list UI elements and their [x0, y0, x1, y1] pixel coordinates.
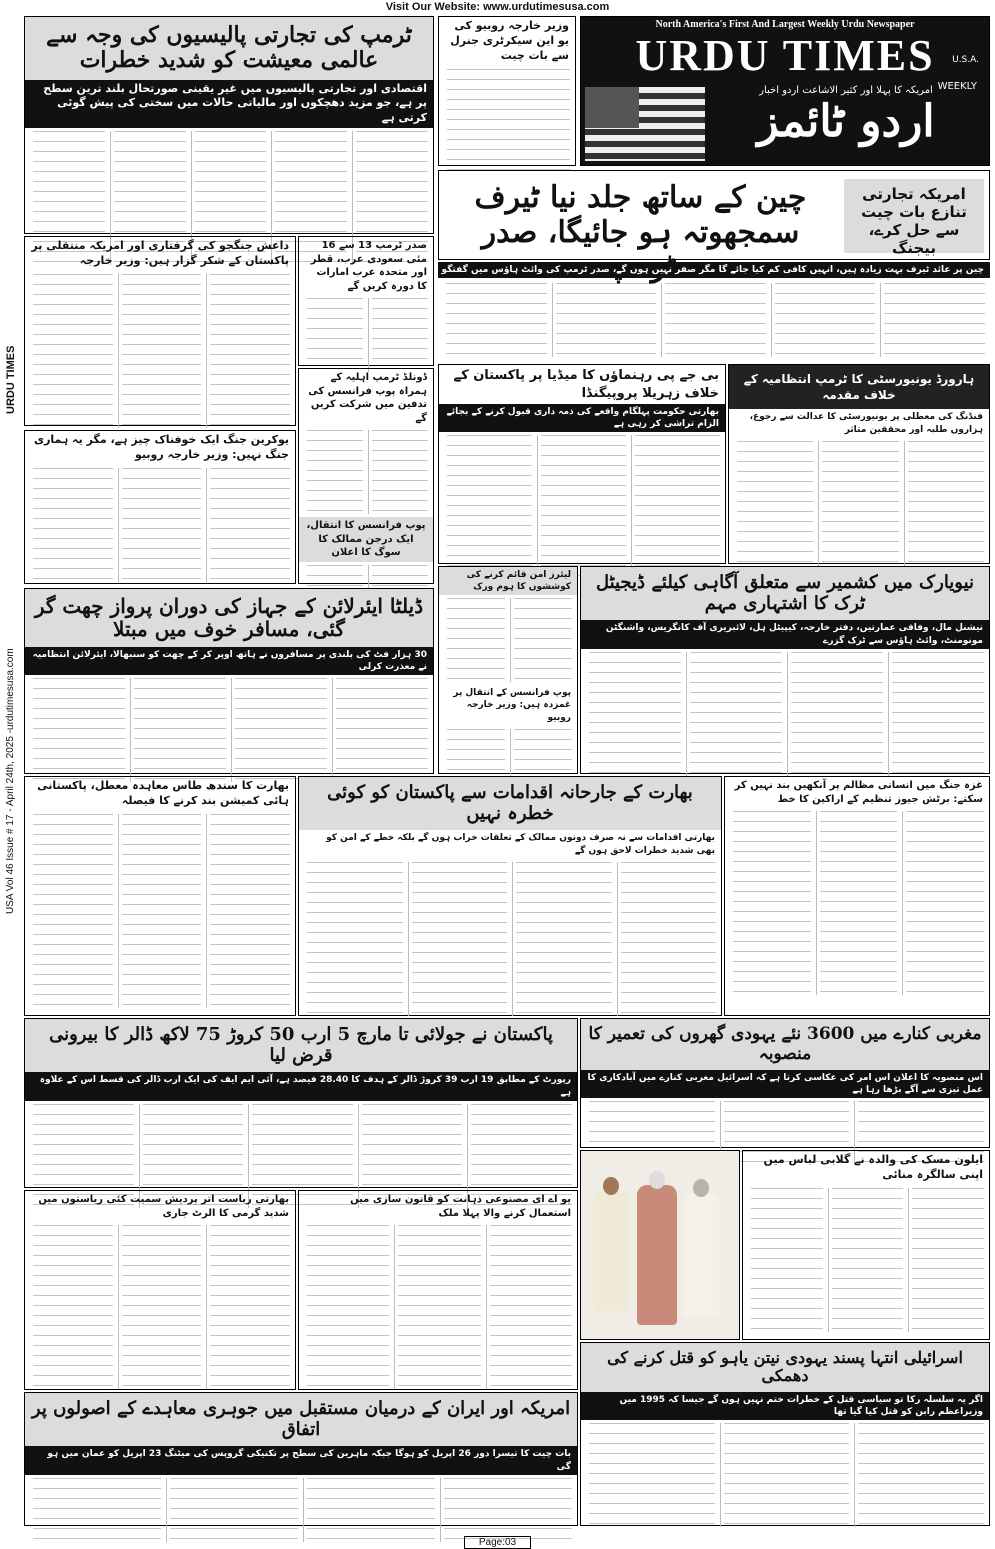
article-subheadline: فنڈنگ کی معطلی پر یونیورسٹی کا عدالت سے رجوع، ہزاروں طلبہ اور محققین متاثر: [749, 412, 983, 435]
person-figure: [683, 1193, 719, 1317]
masthead-title-ur: اردو ٹائمز: [757, 96, 935, 147]
article-trump-saudi: [298, 236, 434, 366]
article-daesh: [24, 236, 296, 426]
article-headline: ٹرمپ کی تجارتی پالیسیوں کی وجہ سے عالمی معیشت کو شدید خطرات: [25, 17, 433, 80]
article-musk: [742, 1150, 990, 1340]
us-flag-icon: [585, 87, 705, 161]
article-gaza: [724, 776, 990, 1016]
article-subheadline: بھارتی اقدامات سے نہ صرف دونوں ممالک کے تعلقات خراب ہوں گے بلکہ خطے کے امن کو بھی شدید خطرات لاحق ہوں گے: [326, 833, 715, 856]
article-headline: امریکہ اور ایران کے درمیان مستقبل میں جوہری معاہدے کے اصولوں پر اتفاق: [25, 1393, 577, 1446]
main-side-headline: امریکہ تجارتی تنازع بات چیت سے حل کرے، بیجنگ: [844, 179, 984, 253]
issue-sidebar: [0, 14, 20, 1534]
masthead: [580, 16, 990, 166]
article-ireland: [438, 566, 578, 774]
article-headline: صدر ٹرمپ 13 سے 16 مئی سعودی عرب، قطر اور متحدہ عرب امارات کا دورہ کریں گے: [310, 240, 427, 292]
article-trump-trade-policy: [24, 16, 434, 234]
article-headline: داعش جنگجو کی گرفتاری اور امریکہ منتقلی پر پاکستان کے شکر گزار ہیں: وزیر خارجہ: [31, 239, 289, 267]
article-india-aggression: [298, 776, 722, 1016]
article-headline: یوکرین جنگ ایک خوفناک چیز ہے، مگر یہ ہماری جنگ نہیں: وزیر خارجہ روبیو: [33, 433, 289, 461]
photo-musk-mother: [580, 1150, 740, 1340]
person-figure: [637, 1185, 677, 1325]
pope-final-headline: پوپ فرانسس کے انتقال پر غمزدہ ہیں: وزیر خارجہ روبیو: [453, 688, 571, 723]
article-headline: بھارت کا سندھ طاس معاہدہ معطل، پاکستانی ہائی کمیشن بند کرنے کا فیصلہ: [37, 779, 289, 807]
article-headline: وزیر خارجہ روبیو کی یو این سیکرٹری جنرل سے بات چیت: [450, 19, 569, 62]
article-us-iran: [24, 1392, 578, 1526]
masthead-weekly: WEEKLY: [937, 81, 977, 92]
pope-death-headline: پوپ فرانسس کا انتقال، ایک درجن ممالک کا سوگ کا اعلان: [299, 517, 433, 562]
article-heatwave: [24, 1190, 296, 1390]
main-subheadline: چین پر عائد ٹیرف بہت زیادہ ہیں، انہیں کافی کم کیا جائے گا مگر صفر نہیں ہوں گے، صدر ٹرمپ کی وائٹ ہاؤس میں گفتگو: [438, 262, 990, 278]
person-figure: [593, 1191, 629, 1311]
article-indus-treaty: [24, 776, 296, 1016]
masthead-usa: U.S.A.: [952, 55, 979, 65]
article-bjp-propaganda: [438, 364, 726, 564]
article-headline: غزہ جنگ میں انسانی مظالم پر آنکھیں بند نہیں کر سکتے: برٹش جیوز تنظیم کے اراکین کا خط: [734, 780, 983, 805]
article-headline: بھارتی ریاست اتر پردیش سمیت کئی ریاستوں میں شدید گرمی کا الرٹ جاری: [38, 1194, 289, 1219]
article-subheadline: نیشنل مال، وفاقی عمارتیں، دفتر خارجہ، کیپیٹل ہل، لائبریری آف کانگریس، واشنگٹن مونومنٹ، وائٹ ہاؤس سے ٹرک گزرے: [581, 620, 989, 648]
article-harvard: [728, 364, 990, 564]
sidebar-title: URDU TIMES: [5, 345, 17, 414]
page-footer: [0, 1530, 995, 1547]
article-headline: ایلون مسک کی والدہ نے گلابی لباس میں اپنی سالگرہ منائی: [763, 1153, 983, 1181]
masthead-subtitle: North America's First And Largest Weekly Urdu Newspaper: [655, 19, 915, 30]
article-headline: ہارورڈ یونیورسٹی کا ٹرمپ انتظامیہ کے خلاف مقدمہ: [729, 365, 989, 409]
article-headline: بی جے پی رہنماؤں کا میڈیا پر پاکستان کے خلاف زہریلا پروپیگنڈا: [453, 368, 719, 401]
article-netanyahu: [580, 1342, 990, 1526]
article-headline: مغربی کنارے میں 3600 نئے یہودی گھروں کی تعمیر کا منصوبہ: [581, 1019, 989, 1070]
website-banner: Visit Our Website: www.urdutimesusa.com: [385, 1, 610, 13]
masthead-tagline: امریکہ کا پہلا اور کثیر الاشاعت اردو اخبار: [759, 85, 933, 96]
masthead-title-en: URDU TIMES: [635, 31, 935, 80]
article-china-tariff: [438, 170, 990, 260]
article-headline: اسرائیلی انتہا پسند یہودی نیتن یاہو کو قتل کرنے کی دھمکی: [581, 1343, 989, 1392]
article-subheadline: بات چیت کا تیسرا دور 26 اپریل کو ہوگا جبکہ ماہرین کی سطح پر تکنیکی گروپس کی میٹنگ 23 اپریل کو عمان میں ہو گی: [25, 1446, 577, 1474]
article-pakistan-loan: [24, 1018, 578, 1188]
article-delta: [24, 588, 434, 774]
article-subheadline: اس منصوبہ کا اعلان اس امر کی عکاسی کرتا ہے کہ اسرائیل مغربی کنارے میں آبادکاری کا عمل تیزی سے آگے بڑھا رہا ہے: [581, 1070, 989, 1098]
article-headline: بھارت کے جارحانہ اقدامات سے پاکستان کو کوئی خطرہ نہیں: [299, 777, 721, 830]
article-subheadline: اگر یہ سلسلہ رکا تو سیاسی قتل کے خطرات ختم نہیں ہوں گے جیسا کہ 1995 میں وزیراعظم رابن کو قتل کیا گیا تھا: [581, 1392, 989, 1420]
article-rubio-un: [438, 16, 576, 166]
article-subheadline: رپورٹ کے مطابق 19 ارب 39 کروڑ ڈالر کے ہدف کا 28.40 فیصد ہے، آئی ایم ایف کی ایک ارب ڈالر کی قسط اس کے علاوہ ہے: [25, 1072, 577, 1100]
article-headline: پاکستان نے جولائی تا مارچ 5 ارب 50 کروڑ 75 لاکھ ڈالر کا بیرونی قرض لیا: [25, 1019, 577, 1072]
article-headline: نیویارک میں کشمیر سے متعلق آگاہی کیلئے ڈیجیٹل ٹرک کا اشتہاری مہم: [581, 567, 989, 620]
article-uae-ai: [298, 1190, 578, 1390]
main-headline: چین کے ساتھ جلد نیا ٹیرف سمجھوتہ ہو جائیگا، صدر: [474, 180, 807, 250]
article-subheadline: بھارتی حکومت پہلگام واقعے کی ذمہ داری قبول کرنے کے بجائے الزام تراشی کر رہی ہے: [439, 404, 725, 432]
article-ukraine: [24, 430, 296, 584]
article-pope-funeral: [298, 368, 434, 584]
article-subheadline: 30 ہزار فٹ کی بلندی پر مسافروں نے ہاتھ اوپر کر کے چھت کو سنبھالا، ایئرلائن انتظامیہ نے معذرت کرلی: [25, 647, 433, 675]
main-body: [438, 280, 990, 360]
sidebar-issue: USA Vol 46 Issue # 17 - April 24th, 2025 -urdutimesusa.com: [5, 648, 16, 914]
article-headline: ڈونلڈ ٹرمپ اہلیہ کے ہمراہ پوپ فرانسس کی تدفین میں شرکت کریں گے: [308, 372, 427, 424]
article-headline: لیئرز امن قائم کرنے کی کوششوں کا ہوم ورک: [439, 567, 577, 595]
article-headline: ڈیلٹا ایئرلائن کے جہاز کی دوران پرواز چھت گر گئی، مسافر خوف میں مبتلا: [25, 589, 433, 647]
article-west-bank: [580, 1018, 990, 1148]
article-headline: یو اے ای مصنوعی ذہانت کو قانون سازی میں استعمال کرنے والا پہلا ملک: [350, 1194, 571, 1219]
article-subheadline: اقتصادی اور تجارتی پالیسیوں میں غیر یقینی صورتحال بلند ترین سطح پر ہے، جو مزید دھچکوں اور مالیاتی حالات میں سختی کی پیش گوئی کرتی ہے: [25, 80, 433, 129]
article-kashmir: [580, 566, 990, 774]
page-number: Page:03: [464, 1536, 531, 1549]
